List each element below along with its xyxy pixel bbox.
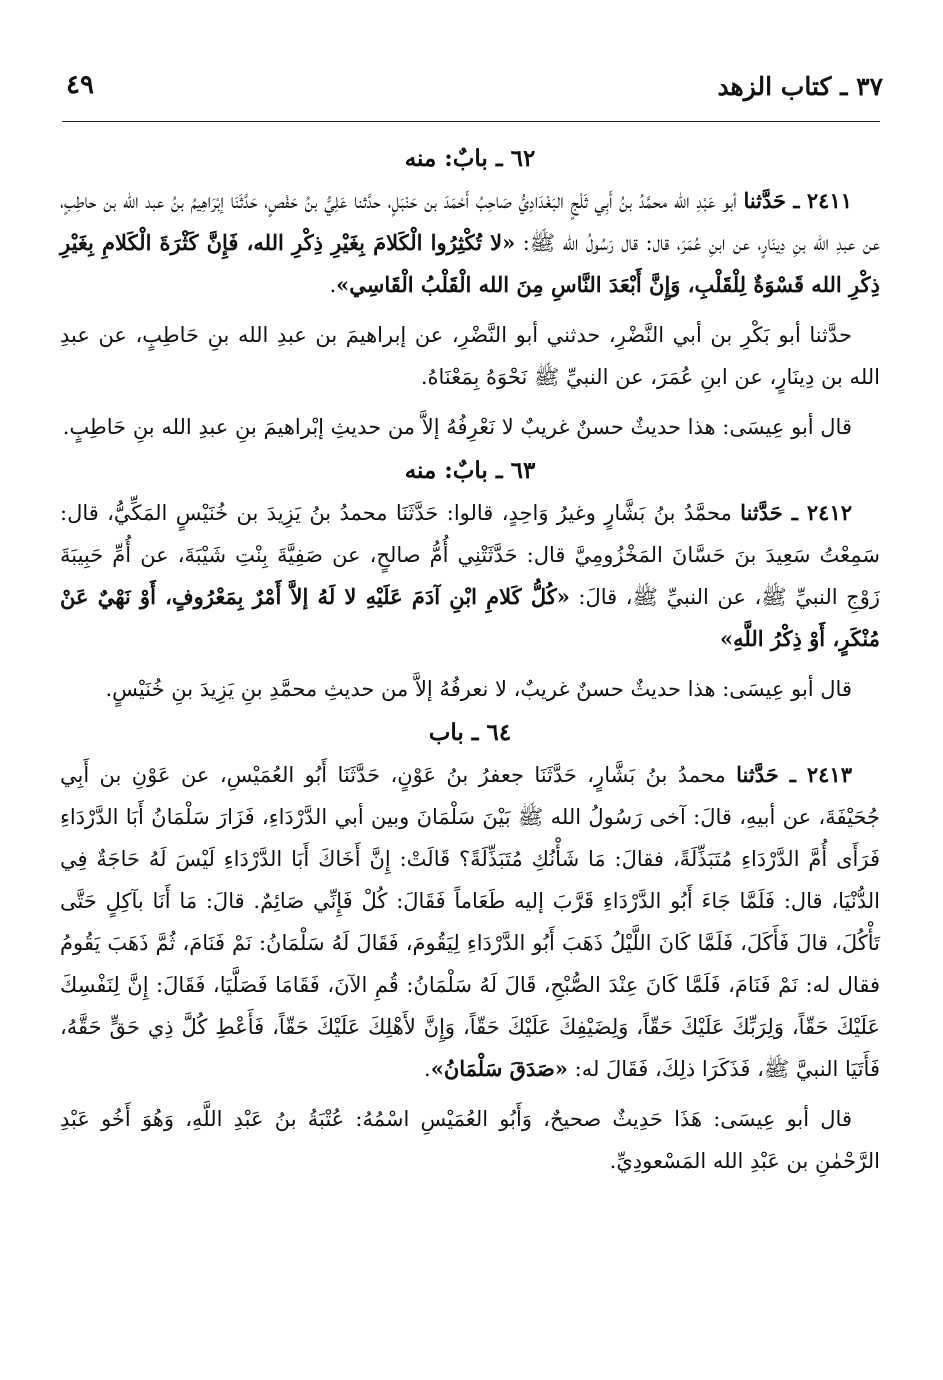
page-number: ٤٩ [66, 70, 94, 100]
section-heading: ٦٣ ـ بابٌ: منه [404, 457, 536, 484]
hadith-end: . [424, 1057, 431, 1081]
text-paragraph: حدَّثنا أبو بَكْرِ بن أبي النَّضْرِ، حدثني أبو النَّضْرِ، عن إبراهيمَ بن عبدِ الله بنِ حَاطِبٍ، عن عبدِ الله بن دِينَارٍ، عن ابنِ عُمَرَ، عن النبيِّ ﷺ نَحْوَهُ بِمَعْنَاهُ. [60, 323, 880, 389]
hadith-matn: «كُلُّ كَلامِ ابْنِ آدَمَ عَلَيْهِ لا لَهُ إلاَّ أَمْرٌ بِمَعْرُوفٍ، أَوْ نَهْيٌ عَنْ مُنْكَرٍ، أَوْ ذِكْرُ اللَّهِ» [60, 584, 880, 651]
hadith-paragraph [60, 754, 880, 1090]
hadith-number-lead: ٢٤١٣ ـ حَدَّثنا [736, 762, 852, 787]
hadith-paragraph [60, 492, 880, 660]
hadith-number-lead: ٢٤١٢ ـ حَدَّثنا [740, 500, 853, 525]
hadith-matn: «لا تُكْثِرُوا الْكَلامَ بِغَيْرِ ذِكْرِ الله، فَإِنَّ كَثْرَةَ الْكَلامِ بِغَيْرِ ذِكْرِ الله قَسْوَةٌ لِلْقَلْبِ، وَإِنَّ أَبْعَدَ النَّاسِ مِنَ الله الْقَلْبُ الْقَاسِي» [60, 230, 880, 297]
hadith-matn: «صَدَقَ سَلْمَانُ» [430, 1056, 568, 1081]
running-header-title: ٣٧ ـ كتاب الزهد [717, 72, 883, 101]
section-heading: ٦٢ ـ بابٌ: منه [404, 145, 536, 172]
commentary-paragraph: قال أبو عِيسَى: هَذَا حَدِيثٌ صحيحٌ، وَأَبُو العُمَيْسِ اسْمُهُ: عُتْبَةُ بنُ عَبْدِ اللَّهِ، وَهُوَ أَخُو عَبْدِ الرَّحْمٰنِ بن عَبْدِ الله المَسْعودِيِّ. [60, 1107, 880, 1173]
hadith-chain: أبو عَبْدِ الله محمَّدُ بنُ أَبِي ثَلْجٍ البَغْدَادِيُّ صَاحِبُ أَحْمَدَ بن حَنْبَلٍ، حدَّثنا عَلِيُّ بنُ حَفْصٍ، حَدَّثَنَا إبْرَاهِيمُ بنُ عبد الله بن حاطِبٍ، عن عبدِ الله بنِ دِينَارٍ، عن ابنِ عُمَرَ، قال: قال رَسُولُ الله ﷺ: [60, 189, 880, 255]
page-body [60, 140, 880, 1190]
hadith-paragraph [60, 180, 880, 306]
hadith-chain: محمَّدُ بنُ بَشَّارٍ وغيرُ وَاحِدٍ، قالوا: حَدَّثَنَا محمدُ بنُ يَزِيدَ بن خُنَيْسٍ المَكِّيُّ، قال: سَمِعْتُ سَعِيدَ بنَ حَسَّانَ المَخْزُومِيَّ قال: حَدَّثَتْنِي أُمُّ صالحٍ، عن صَفِيَّةَ بِنْتِ شَيْبَةَ، عن أُمِّ حَبِيبَةَ زَوْجِ النبيِّ ﷺ، عن النبيِّ ﷺ، قالَ: [60, 501, 881, 609]
header-rule [62, 121, 880, 122]
hadith-end: . [329, 273, 337, 297]
section-heading: ٦٤ ـ باب [428, 719, 512, 746]
hadith-number-lead: ٢٤١١ ـ حَدَّثنا [743, 188, 853, 213]
hadith-chain: محمدُ بنُ بَشَّارٍ، حَدَّثَنَا جعفرُ بنُ عَوْنٍ، حَدَّثَنَا أَبُو العُمَيْسِ، عن عَوْنِ بن أَبِي جُحَيْفَةَ، عن أبيهِ، قالَ: آخى رَسُولُ الله ﷺ بَيْنَ سَلْمَانَ وبين أبي الدَّرْدَاءِ، فَزَارَ سَلْمَانُ أَبَا الدَّرْدَاءِ فَرَأَى أُمَّ الدَّرْدَاءِ مُتَبَذِّلَةً، فقالَ: مَا شَأْنُكِ مُتَبَذِّلَةً؟ قَالَتْ: إِنَّ أَخَاكَ أَبَا الدَّرْدَاءِ لَيْسَ لَهُ حَاجَةٌ فِي الدُّنْيَا، قال: فَلَمَّا جَاءَ أَبُو الدَّرْدَاءِ قَرَّبَ إليه طَعَاماً فَقَالَ: كُلْ فَإِنِّي صَائِمٌ. قالَ: مَا أَنَا بآكِلٍ حَتَّى تَأْكُلَ، قالَ فَأَكَلَ، فَلَمَّا كَانَ اللَّيْلُ ذَهَبَ أَبُو الدَّرْدَاءِ لِيَقُومَ، فَقَالَ لَهُ سَلْمَانُ: نَمْ فَنَامَ، ثُمَّ ذَهَبَ يَقُومُ فقال له: نَمْ فَنَامَ، فَلَمَّا كَانَ عِنْدَ الصُّبْحِ، قَالَ لَهُ سَلْمَانُ: قُمِ الآنَ، فَقَامَا فَصَلَّيَا، فَقَالَ: إِنَّ لِنَفْسِكَ عَلَيْكَ حَقّاً، وَلِرَبِّكَ عَلَيْكَ حَقّاً، وَلِضَيْفِكَ عَلَيْكَ حَقّاً، وَإِنَّ لأَهْلِكَ عَلَيْكَ حَقّاً، فَأَعْطِ كُلَّ ذِي حَقٍّ حَقَّهُ، فَأَتَيَا النبيَّ ﷺ، فَذَكَرَا ذلِكَ، فَقَالَ له: [60, 763, 880, 1081]
commentary-paragraph: قال أبو عِيسَى: هذا حديثٌ حسنٌ غريبٌ، لا نعرفُهُ إلاَّ من حديثِ محمَّدِ بنِ يَزِيدَ بنِ خُنَيْسٍ. [105, 677, 852, 701]
commentary-paragraph: قال أبو عِيسَى: هذا حديثٌ حسنٌ غريبٌ لا نَعْرِفُهُ إلاَّ من حديثِ إبْراهيمَ بنِ عبدِ الله بنِ حَاطِبٍ. [62, 415, 852, 439]
